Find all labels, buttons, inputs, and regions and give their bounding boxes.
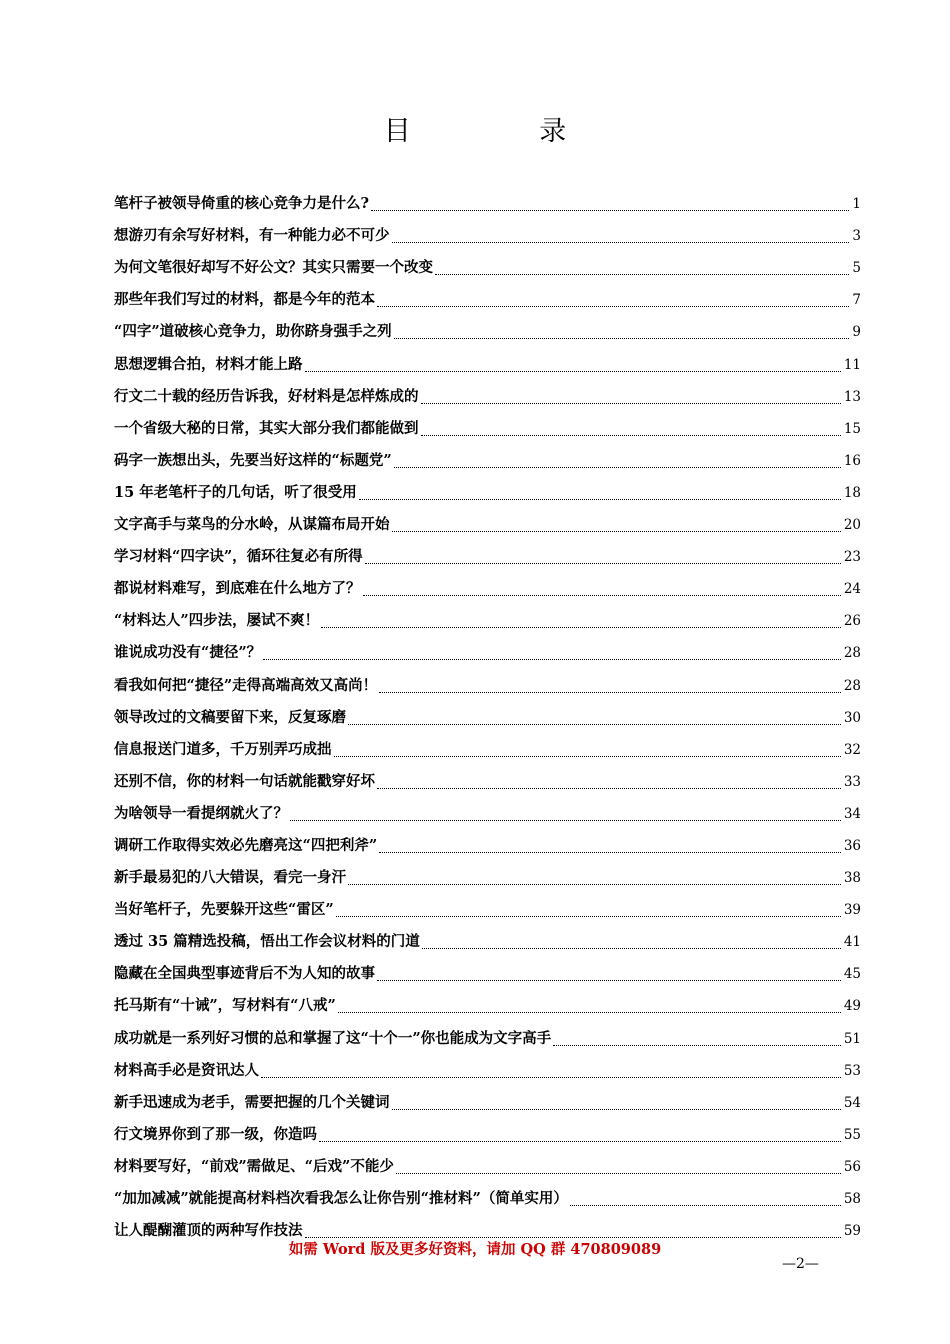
toc-dot-leader: [290, 810, 841, 821]
page-title: 目 录: [383, 116, 627, 147]
toc-dot-leader: [392, 1099, 841, 1110]
toc-entry[interactable]: [114, 348, 861, 380]
toc-entry[interactable]: [114, 862, 861, 894]
toc-entry-title: 一个省级大秘的日常，其实大部分我们都能做到: [114, 419, 419, 437]
toc-dot-leader: [348, 874, 841, 885]
toc-entry-title: “加加减减”就能提高材料档次看我怎么让你告别“推材料”（简单实用）: [114, 1190, 568, 1207]
toc-entry[interactable]: [114, 990, 861, 1022]
toc-entry-title: 想游刃有余写好材料，有一种能力必不可少: [114, 227, 390, 245]
toc-entry-title: 看我如何把“捷径”走得高端高效又高尚！: [114, 676, 378, 694]
table-of-contents: [114, 188, 861, 1247]
toc-entry-title: 材料高手必是资讯达人: [114, 1061, 259, 1079]
toc-entry[interactable]: [114, 637, 861, 669]
toc-entry-title: 让人醍醐灌顶的两种写作技法: [114, 1222, 303, 1240]
toc-entry-page-number: 38: [843, 870, 861, 887]
toc-entry[interactable]: [114, 220, 861, 252]
toc-entry-page-number: 33: [843, 773, 861, 790]
toc-entry[interactable]: [114, 381, 861, 413]
toc-entry-title: 调研工作取得实效必先磨亮这“四把利斧”: [114, 836, 378, 854]
toc-dot-leader: [359, 489, 841, 500]
toc-entry[interactable]: [114, 702, 861, 734]
toc-entry[interactable]: [114, 1151, 861, 1183]
toc-entry-title: “材料达人”四步法，屡试不爽！: [114, 612, 320, 630]
toc-entry-title: 行文境界你到了那一级，你造吗: [114, 1125, 317, 1143]
toc-entry-page-number: 32: [843, 741, 861, 758]
toc-dot-leader: [377, 296, 849, 307]
toc-entry-title: 行文二十载的经历告诉我，好材料是怎样炼成的: [114, 387, 419, 405]
toc-entry-page-number: 39: [843, 902, 861, 919]
toc-entry-title: 笔杆子被领导倚重的核心竞争力是什么?: [114, 195, 369, 213]
toc-entry-page-number: 56: [843, 1158, 861, 1175]
toc-entry[interactable]: [114, 798, 861, 830]
toc-entry-title: “四字”道破核心竞争力，助你跻身强手之列: [114, 323, 392, 341]
toc-entry-title: 新手迅速成为老手，需要把握的几个关键词: [114, 1093, 390, 1111]
toc-entry-title: 托马斯有“十诫”，写材料有“八戒”: [114, 997, 336, 1015]
toc-dot-leader: [363, 585, 841, 596]
toc-dot-leader: [379, 842, 841, 853]
toc-entry-page-number: 54: [843, 1094, 861, 1111]
toc-entry-page-number: 53: [843, 1062, 861, 1079]
toc-entry-title: 当好笔杆子，先要躲开这些“雷区”: [114, 901, 334, 919]
toc-entry-title: 信息报送门道多，千万别弄巧成拙: [114, 740, 332, 758]
toc-entry[interactable]: [114, 188, 861, 220]
toc-entry-title: 新手最易犯的八大错误，看完一身汗: [114, 869, 346, 887]
toc-entry[interactable]: [114, 1055, 861, 1087]
toc-entry-title: 文字高手与菜鸟的分水岭，从谋篇布局开始: [114, 516, 390, 534]
toc-entry-page-number: 26: [843, 613, 861, 630]
toc-entry-title: 领导改过的文稿要留下来，反复琢磨: [114, 708, 346, 726]
toc-entry-page-number: 5: [852, 260, 861, 277]
toc-entry-page-number: 34: [843, 805, 861, 822]
toc-entry-page-number: 55: [843, 1126, 861, 1143]
toc-entry[interactable]: [114, 1183, 861, 1215]
toc-entry-page-number: 3: [852, 228, 861, 245]
toc-entry[interactable]: [114, 605, 861, 637]
toc-entry-page-number: 1: [852, 196, 861, 213]
toc-dot-leader: [348, 714, 841, 725]
toc-entry-title: 隐藏在全国典型事迹背后不为人知的故事: [114, 965, 375, 983]
toc-entry-page-number: 23: [843, 549, 861, 566]
toc-entry[interactable]: [114, 734, 861, 766]
toc-entry-page-number: 9: [852, 324, 861, 341]
toc-entry-title: 思想逻辑合拍，材料才能上路: [114, 355, 303, 373]
toc-dot-leader: [305, 1227, 841, 1238]
page-number: —2—: [782, 1256, 819, 1272]
toc-entry-page-number: 20: [843, 517, 861, 534]
toc-entry[interactable]: [114, 541, 861, 573]
toc-dot-leader: [377, 778, 841, 789]
toc-dot-leader: [396, 1163, 841, 1174]
toc-entry-title: 15 年老笔杆子的几句话，听了很受用: [114, 483, 357, 501]
toc-dot-leader: [422, 938, 841, 949]
toc-dot-leader: [392, 521, 841, 532]
toc-entry-page-number: 58: [843, 1191, 861, 1207]
toc-entry-page-number: 28: [843, 677, 861, 694]
toc-entry-page-number: 24: [843, 581, 861, 598]
toc-entry[interactable]: [114, 766, 861, 798]
toc-entry-title: 谁说成功没有“捷径”？: [114, 644, 262, 662]
toc-entry-title: 都说材料难写，到底难在什么地方了？: [114, 580, 361, 598]
toc-entry-title: 为啥领导一看提纲就火了？: [114, 804, 288, 822]
toc-dot-leader: [421, 425, 841, 436]
toc-dot-leader: [553, 1035, 841, 1046]
toc-entry-page-number: 16: [843, 452, 861, 469]
toc-dot-leader: [365, 553, 841, 564]
toc-entry-title: 材料要写好，“前戏”需做足、“后戏”不能少: [114, 1157, 394, 1175]
toc-dot-leader: [334, 746, 841, 757]
toc-entry-page-number: 51: [843, 1030, 861, 1047]
toc-entry-page-number: 15: [843, 420, 861, 437]
toc-entry-page-number: 49: [843, 998, 861, 1015]
toc-entry[interactable]: [114, 958, 861, 990]
toc-dot-leader: [421, 393, 841, 404]
toc-dot-leader: [305, 361, 841, 372]
toc-entry-page-number: 45: [843, 966, 861, 983]
toc-entry-title: 学习材料“四字诀”，循环往复必有所得: [114, 548, 363, 566]
toc-entry-page-number: 28: [843, 645, 861, 662]
toc-entry-page-number: 13: [843, 388, 861, 405]
toc-dot-leader: [394, 457, 841, 468]
toc-dot-leader: [319, 1131, 841, 1142]
toc-entry-title: 为何文笔很好却写不好公文？其实只需要一个改变: [114, 259, 433, 277]
toc-entry[interactable]: [114, 1087, 861, 1119]
footer-note: 如需 Word 版及更多好资料，请加 QQ 群 470809089: [288, 1241, 662, 1258]
toc-entry[interactable]: [114, 413, 861, 445]
toc-entry-title: 码字一族想出头，先要当好这样的“标题党”: [114, 451, 392, 469]
toc-entry[interactable]: [114, 1022, 861, 1054]
toc-entry-page-number: 30: [843, 709, 861, 726]
toc-dot-leader: [379, 682, 841, 693]
toc-entry[interactable]: [114, 830, 861, 862]
toc-entry-page-number: 11: [843, 356, 861, 373]
toc-dot-leader: [570, 1195, 841, 1206]
toc-entry-title: 那些年我们写过的材料，都是今年的范本: [114, 291, 375, 309]
toc-dot-leader: [435, 264, 849, 275]
toc-entry[interactable]: [114, 284, 861, 316]
toc-entry-page-number: 59: [843, 1223, 861, 1240]
toc-entry[interactable]: [114, 252, 861, 284]
toc-entry[interactable]: [114, 669, 861, 701]
toc-dot-leader: [321, 617, 841, 628]
toc-entry-title: 透过 35 篇精选投稿，悟出工作会议材料的门道: [114, 933, 420, 951]
toc-entry-page-number: 18: [843, 484, 861, 501]
toc-entry-title: 成功就是一系列好习惯的总和掌握了这“十个一”你也能成为文字高手: [114, 1029, 552, 1047]
toc-entry-page-number: 7: [852, 292, 861, 309]
toc-dot-leader: [394, 328, 850, 339]
toc-dot-leader: [371, 200, 849, 211]
toc-entry[interactable]: [114, 894, 861, 926]
toc-dot-leader: [377, 970, 841, 981]
toc-dot-leader: [261, 1067, 841, 1078]
toc-entry[interactable]: [114, 445, 861, 477]
toc-entry-page-number: 36: [843, 837, 861, 854]
toc-entry-title: 还别不信，你的材料一句话就能戳穿好坏: [114, 772, 375, 790]
toc-dot-leader: [392, 232, 850, 243]
toc-entry[interactable]: [114, 1119, 861, 1151]
toc-dot-leader: [338, 1002, 841, 1013]
toc-entry[interactable]: [114, 573, 861, 605]
toc-entry-page-number: 41: [843, 934, 861, 951]
toc-entry[interactable]: [114, 926, 861, 958]
toc-entry[interactable]: [114, 477, 861, 509]
toc-dot-leader: [336, 906, 841, 917]
toc-entry[interactable]: [114, 509, 861, 541]
toc-dot-leader: [263, 649, 841, 660]
toc-entry[interactable]: [114, 316, 861, 348]
